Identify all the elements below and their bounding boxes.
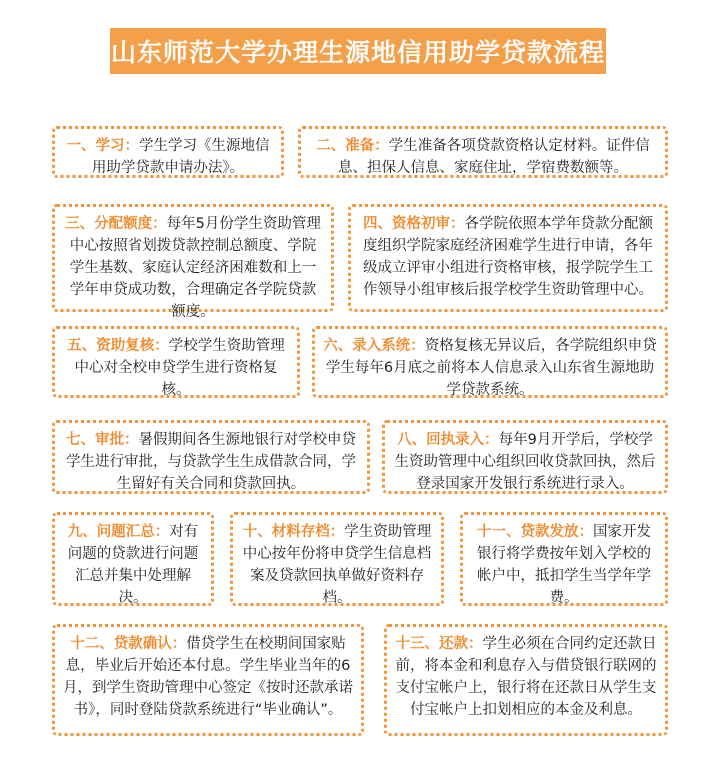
step-1-label: 一、学习： bbox=[66, 138, 139, 154]
step-7-text: 暑假期间各生源地银行对学校申贷学生进行审批，与贷款学生生成借款合同，学生留好有关合同和贷款回执。 bbox=[66, 432, 356, 492]
step-9 bbox=[52, 512, 214, 606]
step-12 bbox=[52, 624, 364, 736]
step-10-label: 十、材料存档： bbox=[242, 524, 345, 540]
step-12-text: 借贷学生在校期间国家贴息，毕业后开始还本付息。学生毕业当年的6月，到学生资助管理中心签定《按时还款承诺书》，同时登陆贷款系统进行“毕业确认”。 bbox=[63, 636, 353, 718]
step-9-text: 对有问题的贷款进行问题汇总并集中处理解决。 bbox=[67, 524, 199, 606]
step-8-text: 每年9月开学后，学校学生资助管理中心组织回收贷款回执，然后登录国家开发银行系统进行录入。 bbox=[394, 432, 656, 492]
step-2 bbox=[298, 126, 668, 178]
step-3 bbox=[52, 204, 334, 320]
step-10-text: 学生资助管理中心按年份将申贷学生信息档案及贷款回执单做好资料存档。 bbox=[242, 524, 432, 606]
step-9-label: 九、问题汇总： bbox=[67, 524, 170, 540]
step-6-text: 资格复核无异议后，各学院组织申贷学生每年6月底之前将本人信息录入山东省生源地助学贷款系统。 bbox=[325, 338, 657, 398]
step-13 bbox=[384, 624, 668, 736]
step-3-label: 三、分配额度： bbox=[65, 216, 167, 232]
step-13-label: 十三、还款： bbox=[395, 636, 483, 652]
step-5-text: 学校学生资助管理中心对全校申贷学生进行资格复核。 bbox=[74, 338, 285, 398]
step-7 bbox=[52, 420, 370, 494]
step-11-label: 十一、贷款发放： bbox=[477, 524, 593, 540]
step-8 bbox=[382, 420, 668, 494]
step-5 bbox=[52, 326, 300, 398]
step-4-text: 各学院依照本学年贷款分配额度组织学院家庭经济困难学生进行申请，各年级成立评审小组进行资格审核，报学院学生工作领导小组审核后报学校学生资助管理中心。 bbox=[363, 216, 653, 298]
step-1 bbox=[52, 126, 284, 178]
step-8-label: 八、回执录入： bbox=[397, 432, 499, 448]
step-2-label: 二、准备： bbox=[316, 138, 389, 154]
step-4 bbox=[348, 204, 668, 312]
step-7-label: 七、审批： bbox=[66, 432, 139, 448]
step-13-text: 学生必须在合同约定还款日前，将本金和利息存入与借贷银行联网的支付宝帐户上，银行将在还款日从学生支付宝帐户上扣划相应的本金及利息。 bbox=[395, 636, 657, 718]
step-11-text: 国家开发银行将学费按年划入学校的帐户中，抵扣学生当学年学费。 bbox=[477, 524, 651, 606]
step-2-text: 学生准备各项贷款资格认定材料。证件信息、担保人信息、家庭住址，学宿费数额等。 bbox=[338, 138, 650, 176]
step-6 bbox=[312, 326, 668, 398]
step-1-text: 学生学习《生源地信用助学贷款申请办法》。 bbox=[91, 138, 270, 176]
step-11 bbox=[460, 512, 668, 606]
step-6-label: 六、录入系统： bbox=[323, 338, 425, 354]
page-title: 山东师范大学办理生源地信用助学贷款流程 bbox=[110, 28, 606, 74]
step-12-label: 十二、贷款确认： bbox=[70, 636, 187, 652]
step-5-label: 五、资助复核： bbox=[67, 338, 169, 354]
step-3-text: 每年5月份学生资助管理中心按照省划拨贷款控制总额度、学院学生基数、家庭认定经济困难数和上一学年申贷成功数，合理确定各学院贷款额度。 bbox=[69, 216, 321, 320]
step-4-label: 四、资格初审： bbox=[363, 216, 465, 232]
step-10 bbox=[230, 512, 444, 606]
